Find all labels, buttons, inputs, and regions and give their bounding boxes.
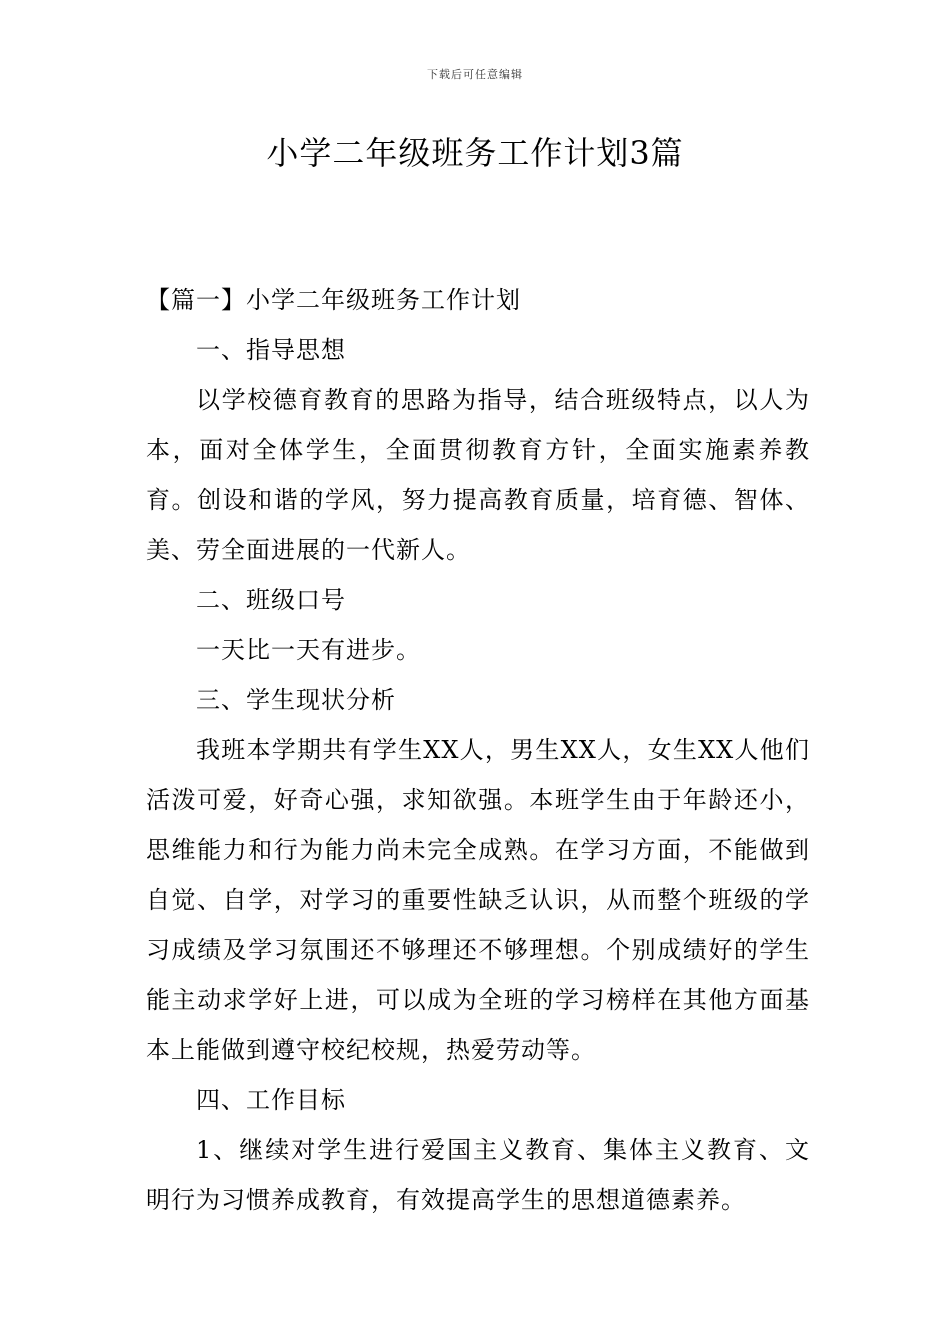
heading-student-analysis: 三、学生现状分析 — [196, 686, 396, 714]
document-title: 小学二年级班务工作计划3篇 — [266, 134, 684, 172]
paragraph-work-goal-1: 1、继续对学生进行爱国主义教育、集体主义教育、文明行为习惯养成教育，有效提高学生的思想道德素养。 — [146, 1136, 810, 1214]
heading-class-slogan: 二、班级口号 — [196, 586, 346, 614]
paragraph-guiding-thought: 以学校德育教育的思路为指导，结合班级特点，以人为本，面对全体学生，全面贯彻教育方针，全面实施素养教育。创设和谐的学风，努力提高教育质量，培育德、智体、美、劳全面进展的一代新人。 — [146, 386, 810, 564]
header-note: 下载后可任意编辑 — [427, 68, 523, 81]
paragraph-student-analysis: 我班本学期共有学生XX人，男生XX人，女生XX人他们活泼可爱，好奇心强，求知欲强。本班学生由于年龄还小，思维能力和行为能力尚未完全成熟。在学习方面，不能做到自觉、自学，对学习的重要性缺乏认识，从而整个班级的学习成绩及学习氛围还不够理还不够理想。个别成绩好的学生能主动求学好上进，可以成为全班的学习榜样在其他方面基本上能做到遵守校纪校规，热爱劳动等。 — [146, 736, 810, 1064]
section-heading: 【篇一】小学二年级班务工作计划 — [146, 286, 521, 314]
heading-work-goals: 四、工作目标 — [196, 1086, 346, 1114]
heading-guiding-thought: 一、指导思想 — [196, 336, 346, 364]
paragraph-class-slogan: 一天比一天有进步。 — [196, 636, 421, 664]
document-body — [146, 275, 810, 1225]
